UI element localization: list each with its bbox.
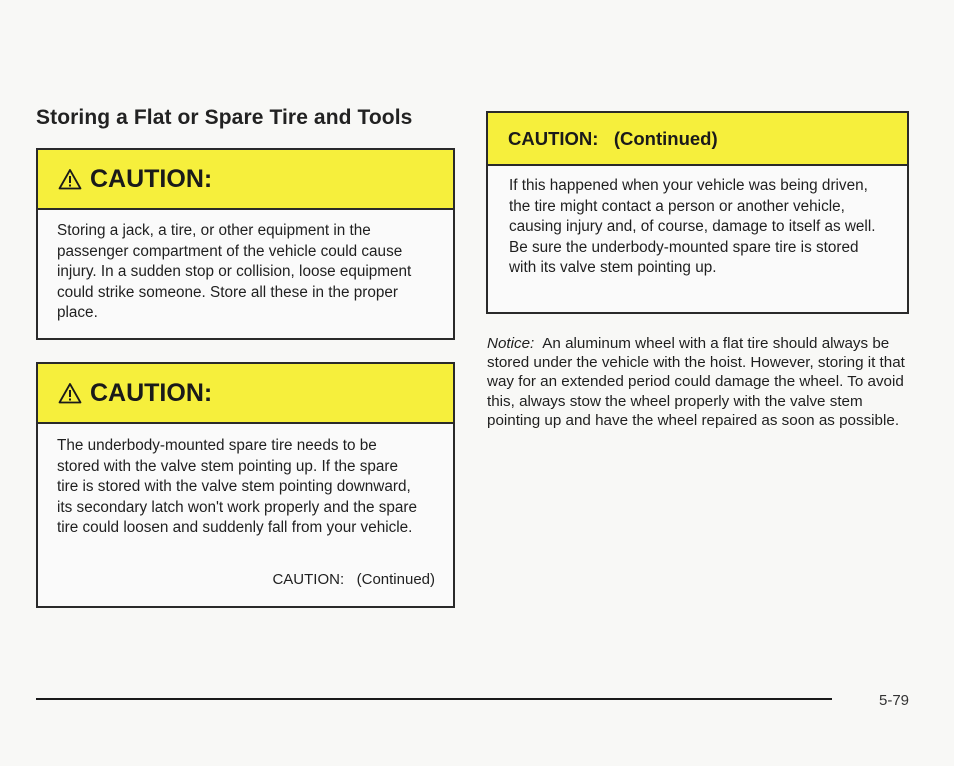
caution-header-3 — [488, 113, 907, 166]
warning-triangle-icon — [58, 168, 82, 190]
notice-label: Notice: — [487, 335, 535, 352]
caution-title-continued: CAUTION: (Continued) — [508, 127, 718, 149]
caution-text-1: Storing a jack, a tire, or other equipment in the passenger compartment of the vehicle could cause injury. In a sudden stop or collision, loose equipment could strike someone. Store all these in the proper place. — [57, 222, 412, 322]
caution-header-1 — [38, 150, 453, 210]
notice-paragraph — [487, 334, 917, 430]
caution-text-2: The underbody-mounted spare tire needs to be stored with the valve stem pointing up. If the spare tire is stored with the valve stem pointing downward, its secondary latch won't work properly and the spare tire could loosen and suddenly fall from your vehicle. — [57, 437, 418, 537]
caution-header-2 — [38, 364, 453, 424]
caution-title-2: CAUTION: — [90, 378, 213, 407]
caution-text-3: If this happened when your vehicle was being driven, the tire might contact a person or another vehicle, causing injury and, of course, damage to itself as well. Be sure the underbody-mounted spare tire is stored with its valve stem pointing up. — [509, 177, 876, 277]
section-heading: Storing a Flat or Spare Tire and Tools — [36, 106, 413, 129]
caution-continued-label: CAUTION: (Continued) — [272, 571, 435, 588]
caution-box-3 — [486, 111, 909, 314]
caution-box-2 — [36, 362, 455, 608]
warning-triangle-icon — [58, 382, 82, 404]
page-number: 5-79 — [879, 692, 910, 709]
caution-box-1 — [36, 148, 455, 340]
footer-rule — [36, 698, 832, 700]
caution-title-1: CAUTION: — [90, 164, 213, 193]
notice-text: An aluminum wheel with a flat tire should always be stored under the vehicle with the hoist. However, storing it that way for an extended period could damage the wheel. To avoid this, always stow the wheel properly with the valve stem pointing up and have the wheel repaired as soon as possible. — [487, 335, 905, 429]
